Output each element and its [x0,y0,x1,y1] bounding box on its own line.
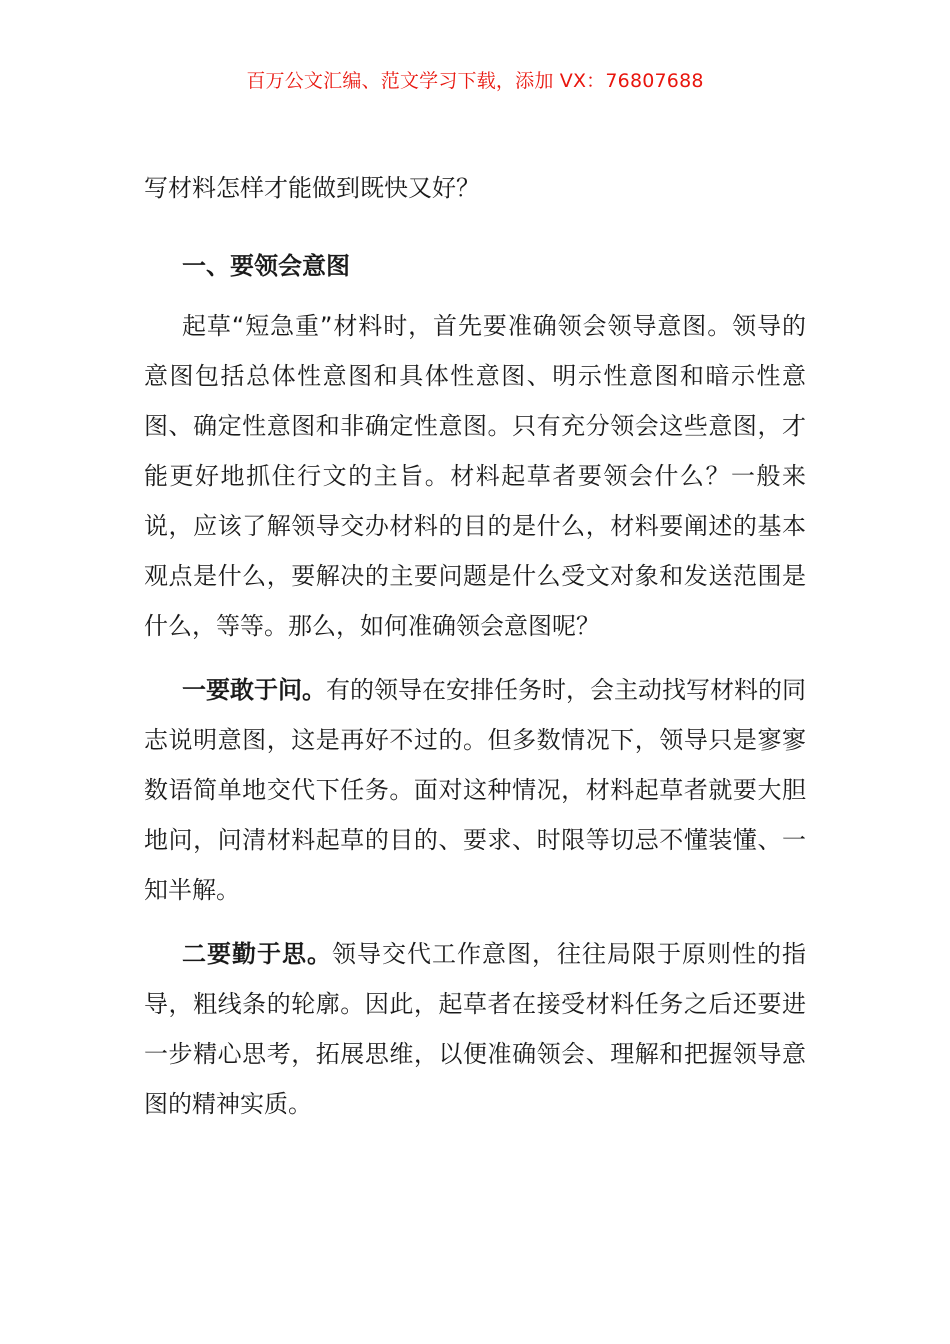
promo-banner: 百万公文汇编、范文学习下载，添加 VX：76807688 [246,70,704,92]
intro-paragraph: 起草“短急重”材料时，首先要准确领会领导意图。领导的意图包括总体性意图和具体性意图、明示性意图和暗示性意图、确定性意图和非确定性意图。只有充分领会这些意图，才能更好地抓住行文的主旨。材料起草者要领会什么？一般来说，应该了解领导交办材料的目的是什么，材料要阐述的基本观点是什么，要解决的主要问题是什么受文对象和发送范围是什么，等等。那么，如何准确领会意图呢？ [144,312,806,640]
document-title: 写材料怎样才能做到既快又好？ [144,174,480,202]
point-lead-1: 一要敢于问。 [182,676,326,704]
point-paragraph-1 [144,665,806,915]
point-lead-2: 二要勤于思。 [182,940,332,968]
point-text-1: 有的领导在安排任务时，会主动找写材料的同志说明意图，这是再好不过的。但多数情况下，领导只是寥寥数语简单地交代下任务。面对这种情况，材料起草者就要大胆地问，问清材料起草的目的、要求、时限等切忌不懂装懂、一知半解。 [144,676,806,904]
section-heading: 一、要领会意图 [182,252,350,280]
point-text-2: 领导交代工作意图，往往局限于原则性的指导，粗线条的轮廓。因此，起草者在接受材料任务之后还要进一步精心思考，拓展思维，以便准确领会、理解和把握领导意图的精神实质。 [144,940,806,1118]
document-body [144,163,806,1143]
point-paragraph-2 [144,929,806,1129]
